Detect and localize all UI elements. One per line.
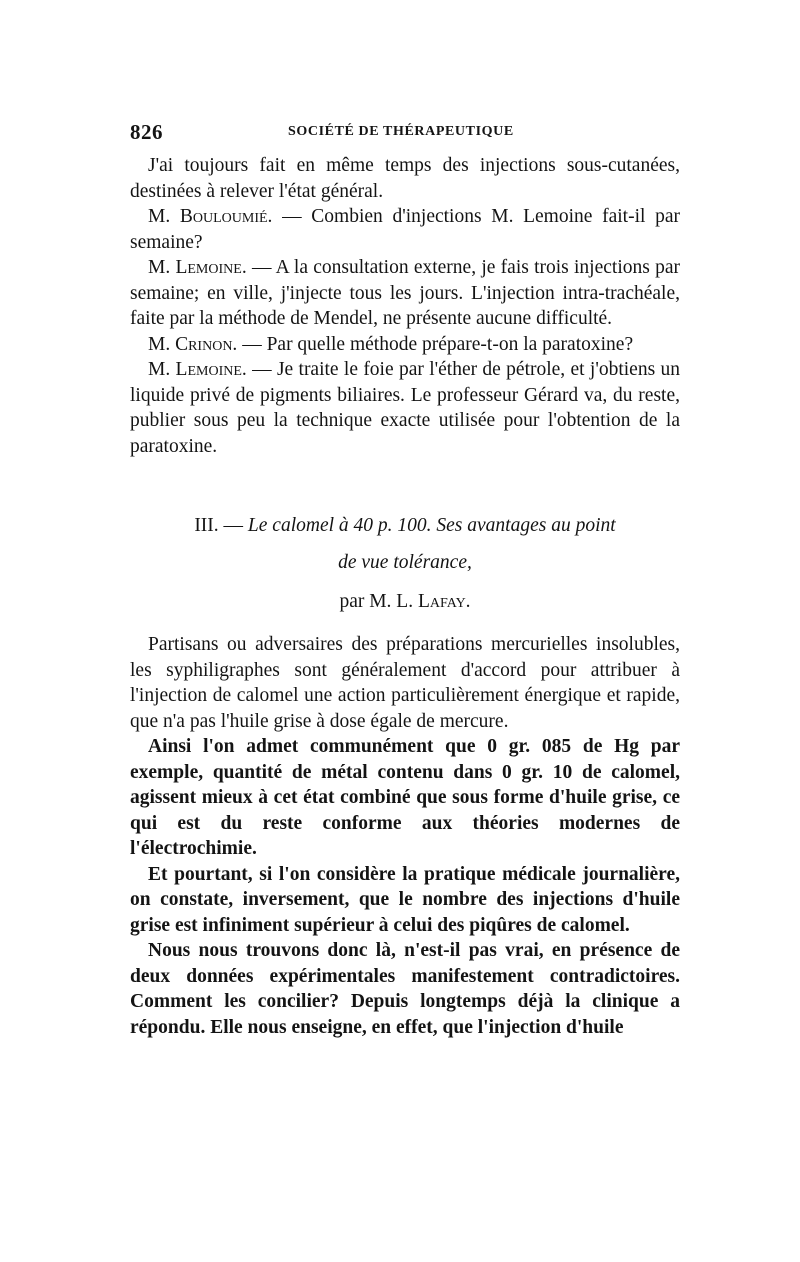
author-name: Lafay. <box>417 591 471 612</box>
section-title-text: Le calomel à 40 p. 100. Ses avantages au point <box>247 515 616 536</box>
section-title <box>130 513 680 576</box>
speaker-text: — Combien d'injections M. Lemoine fait-il par semaine? <box>130 206 680 253</box>
article-paragraph: Nous nous trouvons donc là, n'est-il pas vrai, en présence de deux données expérimentales manifestement contradictoires. Comment les concilier? Depuis longtemps déjà la clinique a répondu. Elle nous enseigne, en effet, que l'injection d'huile <box>130 940 680 1038</box>
speaker-name: M. Lemoine. <box>148 257 247 278</box>
section-title-line-2: de vue tolérance, <box>338 552 472 573</box>
speaker-name: M. Lemoine. <box>148 359 247 380</box>
discussion-block <box>130 153 680 459</box>
section-title-line-1 <box>130 513 680 539</box>
discussion-paragraph <box>130 204 680 255</box>
speaker-text: — A la consultation externe, je fais trois injections par semaine; en ville, j'injecte tous les jours. L'injection intra-trachéale, faite par la méthode de Mendel, ne présente aucune difficulté. <box>130 257 680 329</box>
running-head: SOCIÉTÉ DE THÉRAPEUTIQUE <box>288 124 514 139</box>
speaker-name: M. Crinon. <box>148 333 238 355</box>
article-paragraph: Partisans ou adversaires des préparations mercurielles insolubles, les syphiligraphes sont généralement d'accord pour attribuer à l'injection de calomel une action particulièrement énergique et rapide, que n'a pas l'huile grise à dose égale de mercure. <box>130 634 680 732</box>
speaker-text: — Par quelle méthode prépare-t-on la paratoxine? <box>237 333 634 355</box>
discussion-paragraph <box>130 255 680 332</box>
article-paragraph: Ainsi l'on admet communément que 0 gr. 085 de Hg par exemple, quantité de métal contenu dans 0 gr. 10 de calomel, agissent mieux à cet état combiné que sous forme d'huile grise, ce qui est du reste conforme aux théories modernes de l'électrochimie. <box>130 736 680 859</box>
discussion-paragraph <box>130 332 680 358</box>
author-byline <box>130 589 680 615</box>
article-body <box>130 632 680 1040</box>
page-number: 826 <box>130 120 163 144</box>
byline-prefix: par M. L. <box>339 591 418 612</box>
speaker-text: — Je traite le foie par l'éther de pétrole, et j'obtiens un liquide privé de pigments biliaires. Le professeur Gérard va, du reste, publier sous peu la technique exacte utilisée pour l'obtention de la paratoxine. <box>130 359 681 457</box>
page-header <box>130 120 680 144</box>
speaker-name: M. Bouloumié. <box>148 206 273 227</box>
section-number: III. — <box>194 515 248 536</box>
article-paragraph: Et pourtant, si l'on considère la pratique médicale journalière, on constate, inversement, que le nombre des injections d'huile grise est infiniment supérieur à celui des piqûres de calomel. <box>130 863 680 936</box>
discussion-paragraph: J'ai toujours fait en même temps des injections sous-cutanées, destinées à relever l'état général. <box>130 155 680 202</box>
discussion-paragraph <box>130 357 680 459</box>
